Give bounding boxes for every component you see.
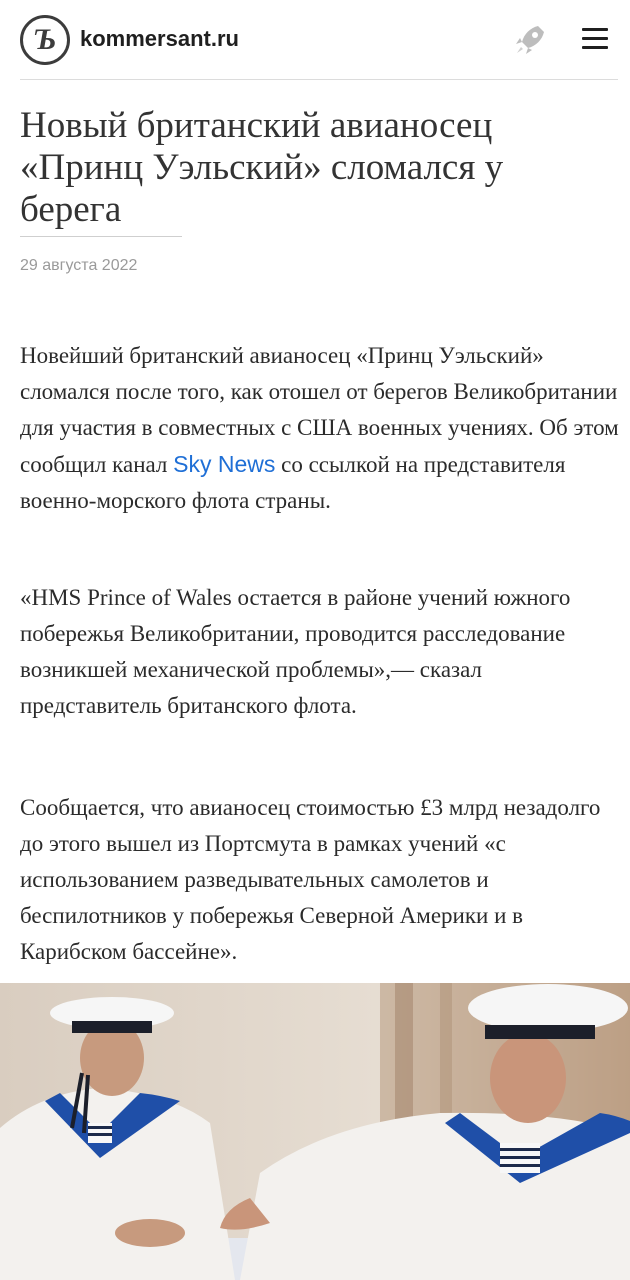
article-title: Новый британский авианосец «Принц Уэльский» сломался у берега bbox=[20, 105, 504, 230]
rocket-icon[interactable] bbox=[512, 22, 548, 58]
sky-news-link[interactable]: Sky News bbox=[173, 451, 276, 477]
article-paragraph-2: «HMS Prince of Wales остается в районе учений южного побережья Великобритании, проводится расследование возникшей механической проблемы»,— сказал представитель британского флота. bbox=[20, 585, 571, 718]
site-name[interactable]: kommersant.ru bbox=[80, 26, 239, 51]
header-divider bbox=[20, 79, 618, 80]
sailors-illustration bbox=[0, 983, 630, 1280]
paragraph-text: со ссылкой на представителя военно-морского флота страны. bbox=[20, 452, 566, 513]
article-date: 29 августа 2022 bbox=[20, 257, 138, 274]
article-paragraph-1 bbox=[20, 338, 620, 519]
paragraph-text: Новейший британский авианосец «Принц Уэльский» сломался после того, как отошел от берегов Великобритании для участия в совместных с США военных учениях. Об этом сообщил канал bbox=[20, 343, 619, 477]
site-header bbox=[0, 0, 630, 80]
kommersant-logo[interactable]: Ъ bbox=[20, 15, 70, 65]
title-divider bbox=[20, 236, 182, 237]
article-paragraph-3: Сообщается, что авианосец стоимостью £3 млрд незадолго до этого вышел из Портсмута в рамках учений «с использованием разведывательных самолетов и беспилотников у побережья Северной Америки и в Карибском бассейне». bbox=[20, 795, 601, 964]
article-photo bbox=[0, 983, 630, 1280]
hamburger-menu-icon[interactable] bbox=[582, 28, 608, 50]
